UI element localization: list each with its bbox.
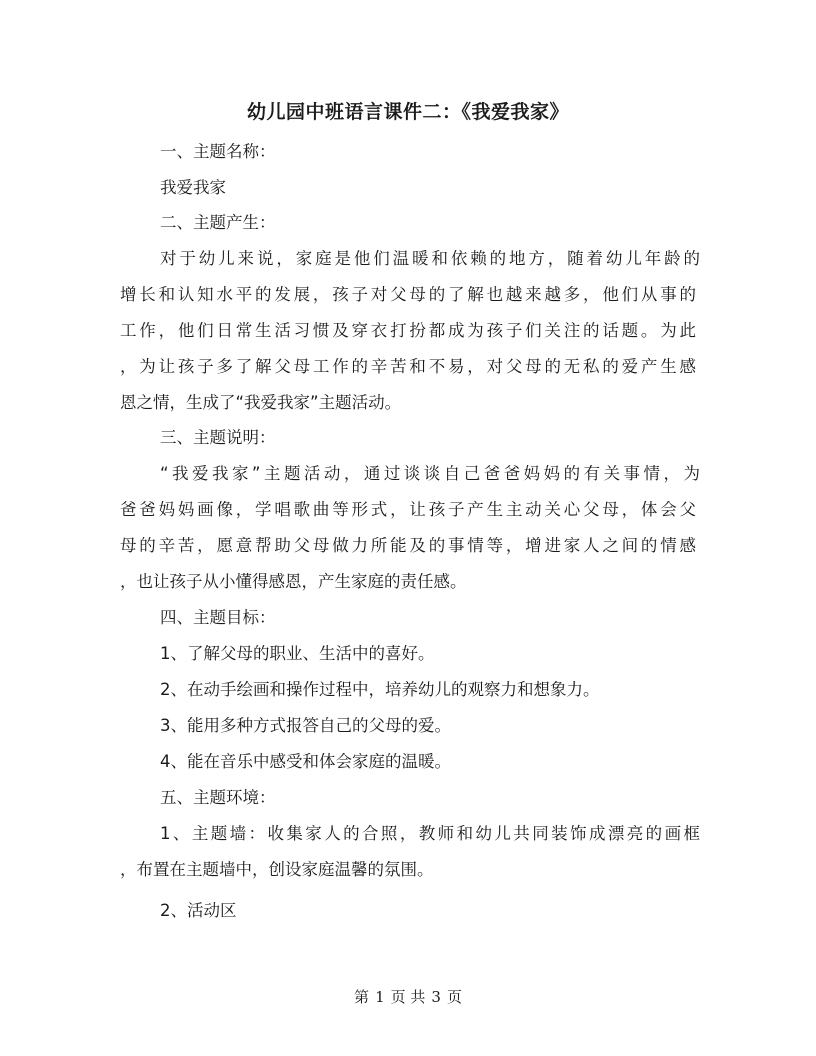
page-title: 幼儿园中班语言课件二：《我爱我家》 (246, 101, 569, 123)
paragraph-line: 1、主题墙：收集家人的合照，教师和幼儿共同装饰成漂亮的画框 (160, 824, 700, 843)
list-item: 2、在动手绘画和操作过程中，培养幼儿的观察力和想象力。 (160, 680, 600, 699)
paragraph-line: 母的辛苦，愿意帮助父母做力所能及的事情等，增进家人之间的情感 (120, 536, 696, 555)
paragraph-line: ，布置在主题墙中，创设家庭温馨的氛围。 (120, 860, 434, 879)
footer-suffix: 页 (446, 988, 462, 1006)
section-heading-theme-environment: 五、主题环境： (160, 788, 276, 807)
paragraph-line: 爸爸妈妈画像，学唱歌曲等形式，让孩子产生主动关心父母，体会父 (120, 500, 696, 519)
list-item: 3、能用多种方式报答自己的父母的爱。 (160, 716, 451, 735)
paragraph-line: 工作，他们日常生活习惯及穿衣打扮都成为孩子们关注的话题。为此 (120, 321, 696, 340)
list-item: 2、活动区 (160, 901, 237, 920)
list-item: 1、了解父母的职业、生活中的喜好。 (160, 644, 435, 663)
footer-page-number: 1 (375, 988, 385, 1006)
footer-total-pages: 3 (431, 988, 441, 1006)
footer-prefix: 第 (354, 988, 370, 1006)
paragraph-line: “我爱我家”主题活动，通过谈谈自己爸爸妈妈的有关事情，为 (160, 464, 700, 483)
paragraph-line: ，为让孩子多了解父母工作的辛苦和不易，对父母的无私的爱产生感 (120, 357, 696, 376)
paragraph-line: ，也让孩子从小懂得感恩，产生家庭的责任感。 (120, 572, 467, 591)
section-heading-theme-description: 三、主题说明： (160, 428, 276, 447)
section-heading-theme-name: 一、主题名称： (160, 142, 276, 161)
theme-name-content: 我爱我家 (160, 178, 226, 197)
section-heading-theme-origin: 二、主题产生： (160, 213, 276, 232)
paragraph-line: 对于幼儿来说，家庭是他们温暖和依赖的地方，随着幼儿年龄的 (160, 249, 700, 268)
footer-middle: 页 共 (390, 988, 426, 1006)
paragraph-line: 增长和认知水平的发展，孩子对父母的了解也越来越多，他们从事的 (120, 285, 696, 304)
section-heading-theme-goals: 四、主题目标： (160, 608, 276, 627)
list-item: 4、能在音乐中感受和体会家庭的温暖。 (160, 752, 451, 771)
page-footer (0, 986, 816, 1008)
paragraph-line: 恩之情，生成了“我爱我家”主题活动。 (120, 393, 402, 412)
